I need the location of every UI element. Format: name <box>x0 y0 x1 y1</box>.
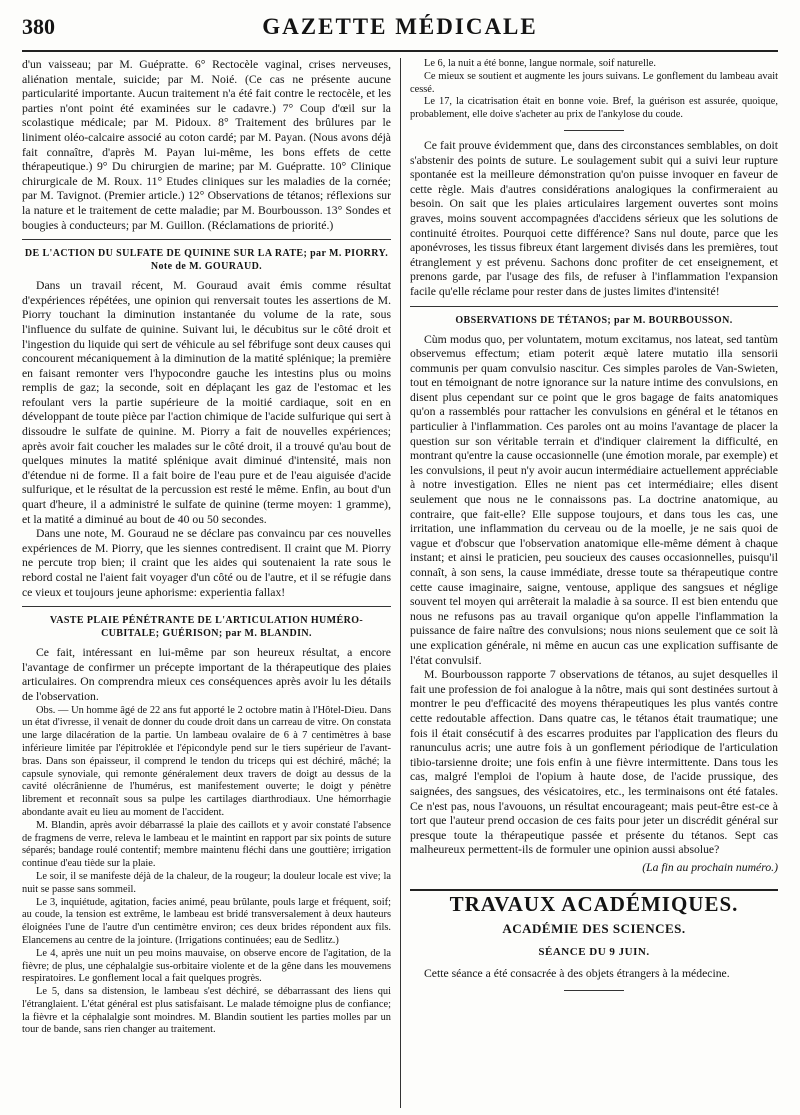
journal-title: GAZETTE MÉDICALE <box>262 14 538 39</box>
continuation-note: (La fin au prochain numéro.) <box>642 860 778 874</box>
page-number: 380 <box>22 14 55 39</box>
review-list-paragraph: d'un vaisseau; par M. Guépratte. 6° Rectocèle vaginal, crises nerveuses, aliénation mentale, suicide; par M. Noié. (Ce cas ne présente aucune particularité importante. Aucun traitement n'a été fait contre le rectocèle, et les parties n'ont point été examinées sur le cadavre.) 7° Coup d'œil sur la scolastique médicale; par M. Pidoux. 8° Traitement des brûlures par le liniment oléo-calcaire associé au coton cardé; par M. Payan. (Nous avons déjà fait connaître, d'après M. Payan lui-même, les bons effets de cette thérapeutique.) 9° Du chirurgien de marine; par M. Guépratte. 10° Clinique chirurgicale de M. Roux. 11° Etudes cliniques sur les maladies de la cornée; par M. Tavignot. (Premier article.) 12° Observations de tétanos; réflexions sur la nature et le traitement de cette maladie; par M. Bourbousson. 13° Sondes et bougies à conducteurs; par M. Guillon. (Réclamations de priorité.) <box>22 58 391 232</box>
body-paragraph: Ce fait prouve évidemment que, dans des circonstances semblables, on doit s'abstenir des points de suture. Le soulagement subit qui a suivi leur rupture spontanée est la meilleure démonstration qu'on puisse invoquer en faveur de cette règle. Mais d'autres considérations analogiques la confirmeraient au besoin. On sait que les plaies articulaires largement ouvertes sont moins graves, moins souvent accompagnées d'accidens sérieux que les solutions de continuité étroites. Pourquoi cette différence? Sans nul doute, parce que les aponévroses, les tissus fibreux étant largement divisés dans les premières, tout étranglement y est prévenu. Sachons donc profiter de cet enseignement, et prenons garde, par l'usage des fils, de refuser à l'inflammation l'expansion facile qu'elle réclame pour rester dans de justes limites d'intensité! <box>410 138 778 298</box>
observation-paragraph: Le 5, dans sa distension, le lambeau s'est déchiré, se débarrassant des liens qui l'étranglaient. L'état général est plus satisfaisant. Le malade témoigne plus de confiance; la fièvre et la céphalalgie sont moindres. M. Blandin soutient les parties molles par un tour de bande, sans rien changer au traitement. <box>22 986 391 1036</box>
observation-paragraph: Le 17, la cicatrisation était en bonne voie. Bref, la guérison est assurée, quoique, probablement, elle doive s'acheter au prix de l'ankylose du coude. <box>410 96 778 121</box>
article-subtitle: Note de M. GOURAUD. <box>150 261 263 273</box>
section-divider <box>410 306 778 307</box>
section-divider <box>22 606 391 607</box>
section-divider <box>564 130 624 131</box>
right-column <box>400 58 778 1108</box>
observation-paragraph: Le 6, la nuit a été bonne, langue normale, soif naturelle. <box>424 58 656 69</box>
two-column-body <box>22 58 778 1108</box>
article-heading-quinine <box>22 247 391 273</box>
section-divider <box>564 990 624 991</box>
observation-block-continued <box>410 58 778 122</box>
section-title-travaux: TRAVAUX ACADÉMIQUES. <box>410 889 778 912</box>
session-title: SÉANCE DU 9 JUIN. <box>538 945 650 958</box>
body-paragraph: M. Bourbousson rapporte 7 observations de tétanos, au sujet desquelles il fait une profession de foi analogue à la nôtre, mais qui sont destinées surtout à montrer le peu d'efficacité des moyens thérapeutiques les plus vantés contre cette redoutable affection. Dans quatre cas, le tétanos était traumatique; une fois il était consécutif à des escarres produites par l'application des fleurs du ranunculus acris; une autre fois à un gonflement périodique de l'articulation tibio-tarsienne droite; une fois enfin à une fièvre intermittente. Dans tous les cas, malgré l'emploi de l'opium à haute dose, de l'acide prussique, des saignées, des sangsues, des vésicatoires, etc., les terminaisons ont été fatales. Ce n'est pas, nous l'avouons, un résultat encourageant; mais peut-être est-ce à tort que l'auteur prend occasion de ces faits pour jeter un discrédit général sur presque toute la thérapeutique passée et présente du tétanos. Sept cas malheureux permettent-ils de formuler une opinion aussi absolue? <box>410 668 778 857</box>
observation-paragraph: Le soir, il se manifeste déjà de la chaleur, de la rougeur; la douleur locale est vive; la nuit se passe sans sommeil. <box>22 870 391 895</box>
left-column <box>22 58 400 1108</box>
body-paragraph: Cùm modus quo, per voluntatem, motum excitamus, nos lateat, sed tantùm observemus effectum; etiam poterit æquè latere mutatio illa sensorii communis per quam convulsio nascitur. Ces simples paroles de Van-Swieten, tout en témoignant de notre ignorance sur la nature intime des convulsions, en disent plus cependant sur ce point que le gros bagage de faits anatomiques qu'on a rassemblés pour rattacher les convulsions en général et le tétanos en particulier à l'inflammation. Ces paroles ont au moins l'avantage de placer la question sur son véritable terrain et d'indiquer clairement la difficulté, en montrant qu'entre la cause occasionnelle (une émotion morale, par exemple) et les convulsions, il peut n'y avoir aucun intermédiaire actuellement appréciable à notre investigation. Elles ne nient pas cet intermédiaire; elles disent seulement que nous ne le connaissons pas. La doctrine anatomique, au contraire, que fait-elle? Elle suppose toujours, et dans tous les cas, une irritation, une inflammation du cerveau ou de la moelle, je ne sais quoi de vague et d'obscur que l'observation anatomique elle-même dément à chaque instant; et ainsi le praticien, peu soucieux des causes occasionnelles, puisqu'il connaît, à son sens, la cause immédiate, dresse toute sa thérapeutique contre cette cause imaginaire, saigne, ventouse, applique des sangsues et néglige souvent tel moyen qui arrêterait la maladie à sa source. Il est bien entendu que nous ne refusons pas au travail organique qu'on appelle l'inflammation la puissance de faire naître des convulsions; nous nions seulement que ce soit là une explication générale, ni même en aucun cas une explication suffisante de l'état convulsif. <box>410 332 778 667</box>
article-title: DE L'ACTION DU SULFATE DE QUININE SUR LA RATE; par M. PIORRY. <box>24 248 389 260</box>
session-summary: Cette séance a été consacrée à des objets étrangers à la médecine. <box>424 967 730 981</box>
observation-paragraph: Le 3, inquiétude, agitation, facies animé, peau brûlante, pouls large et fréquent, soif; au coude, la tension est extrême, le lambeau est bridé transversalement à deux hauteurs éloignées l'une de l'autre d'un centimètre environ; ces deux brides répondent aux fils. Elancemens au centre de la jointure. (Irrigations continuées; eau de Sedlitz.) <box>22 896 391 946</box>
observation-block <box>22 705 391 1038</box>
observation-paragraph: Le 4, après une nuit un peu moins mauvaise, on observe encore de l'agitation, de la fièvre; de plus, une céphalalgie sus-orbitaire violente et de la gêne dans les mouvemens respiratoires. Le gonflement local a fait quelques progrès. <box>22 947 391 985</box>
body-paragraph: Dans une note, M. Gouraud ne se déclare pas convaincu par ces nouvelles expériences de M. Piorry, que les siennes contredisent. Il craint que M. Piorry ne percute trop bien; il craint que les aides qui soutenaient la rate sous le rebord costal ne l'aient fait voyager d'un côté ou de l'autre, et il se réfugie dans ce vieux et toujours jeune aphorisme: experientia fallax! <box>22 527 391 599</box>
section-divider <box>22 239 391 240</box>
body-paragraph: Ce fait, intéressant en lui-même par son heureux résultat, a encore l'avantage de confirmer un précepte important de la thérapeutique des plaies articulaires. On comprendra mieux ces conséquences après avoir lu les détails de l'observation. <box>22 646 391 703</box>
page-header <box>22 14 778 52</box>
observation-paragraph: Ce mieux se soutient et augmente les jours suivans. Le gonflement du lambeau avait cessé. <box>410 70 778 95</box>
article-heading-tetanos: OBSERVATIONS DE TÉTANOS; par M. BOURBOUSSON. <box>455 314 733 326</box>
body-paragraph: Dans un travail récent, M. Gouraud avait émis comme résultat d'expériences répétées, une opinion qui renversait toutes les assertions de M. Piorry touchant la diminution instantanée du volume de la rate, sous l'influence du sulfate de quinine. Suivant lui, le décubitus sur le côté droit et l'ingestion du liquide qui sert de véhicule au sel fébrifuge sont deux causes qui concourent mécaniquement à la diminution de la matité splénique; la première en faisant remonter vers l'hypocondre gauche les intestins plus ou moins remplis de gaz; la seconde, soit en déplaçant les gaz de l'estomac et les refoulant vers la partie supérieure de la moitié cardiaque, soit en en développant de toute pièce par l'action chimique de l'acide sulfurique qui sert à dissoudre le sulfate de quinine. M. Piorry a fait de nouvelles expériences; après avoir fait coucher les malades sur le côté droit, il a trouvé qu'au bout de quelques minutes la matité splénique avait diminué d'intensité, mais non d'étendue ni de forme. Il a fait boire de l'eau pure et de l'eau aiguisée d'acide sulfurique, et le résultat de la percussion est resté le même. Enfin, au bout d'un quart d'heure, il a administré le sulfate de quinine (terme moyen: 1 gramme), et la matité a diminué au bout de 40 ou 50 secondes. <box>22 279 391 526</box>
observation-paragraph: Obs. — Un homme âgé de 22 ans fut apporté le 2 octobre matin à l'Hôtel-Dieu. Dans un état d'ivresse, il venait de donner du coude droit dans un carreau de vitre. On constata une large dilacération de la partie. Un lambeau ovalaire de 6 à 7 centimètres à base inférieure limitée par l'épitroklée et l'épicondyle pend sur le tiers supérieur de l'avant-bras. Dans son épaisseur, il comprend le tendon du triceps qui est déchiré, mâché; la capsule synoviale, qui remonte généralement deux travers de doigt au dessus de la cavité olécrânienne de l'humérus, est manifestement ouverte; le doigt y pénètre librement et reconnaît sous sa pulpe les cartilages diarthrodiaux. Une hémorrhagie abondante avait eu lieu au moment de l'accident. <box>22 704 391 818</box>
academy-title: ACADÉMIE DES SCIENCES. <box>502 921 686 937</box>
article-heading-plaie: VASTE PLAIE PÉNÉTRANTE DE L'ARTICULATION HUMÉRO-CUBITALE; GUÉRISON; par M. BLANDIN. <box>49 615 364 640</box>
observation-paragraph: M. Blandin, après avoir débarrassé la plaie des caillots et y avoir constaté l'absence de fragmens de verre, releva le lambeau et le maintint en rapport par six points de suture séparés; bandage roulé contentif; membre maintenu fléchi dans une gouttière; irrigation continue d'eau tiède sur la plaie. <box>22 819 391 870</box>
